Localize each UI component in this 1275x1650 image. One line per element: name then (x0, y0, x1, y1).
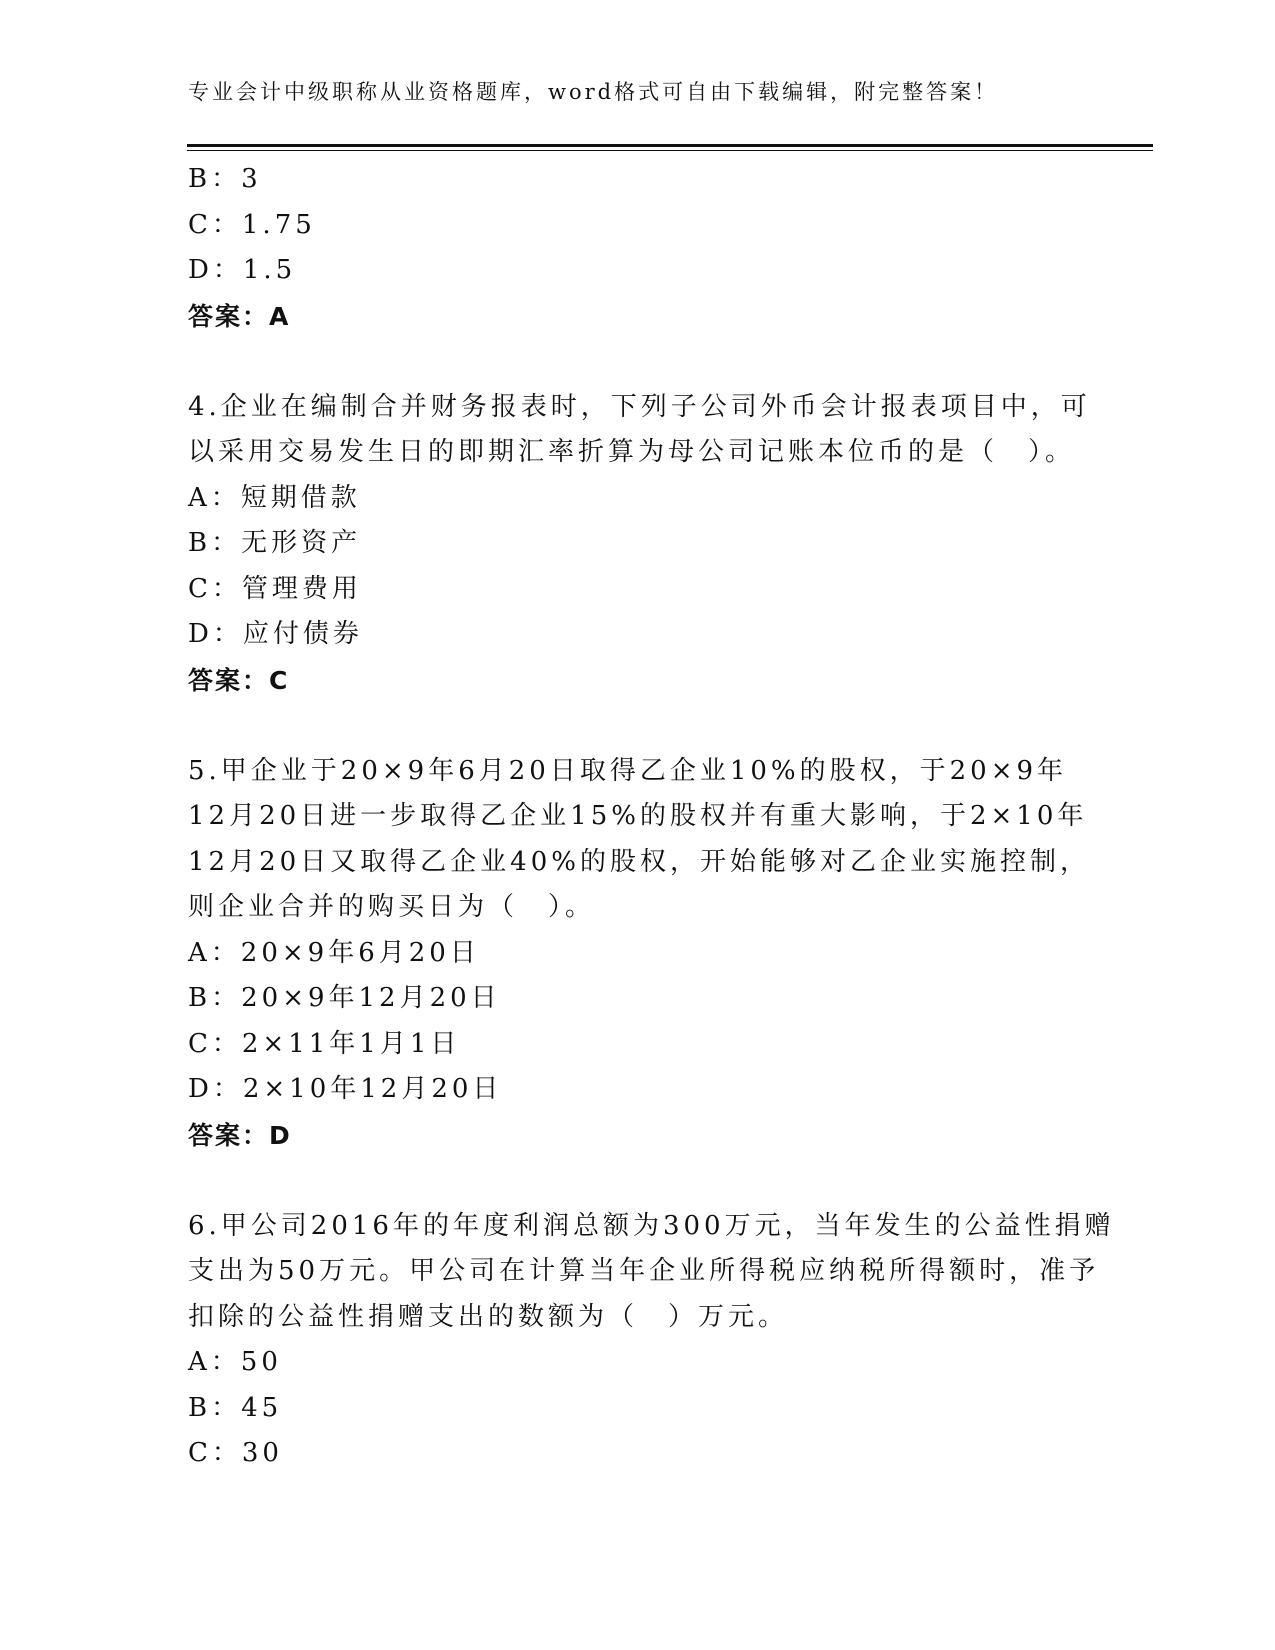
option-line: A：短期借款 (188, 482, 361, 513)
question-stem-line: 5.甲企业于20×9年6月20日取得乙企业10%的股权，于20×9年 (188, 755, 1068, 786)
option-line: C：管理费用 (188, 573, 362, 604)
option-line: B：无形资产 (188, 528, 362, 558)
option-line: C：30 (188, 1438, 283, 1468)
page-header: 专业会计中级职称从业资格题库，word格式可自由下载编辑，附完整答案！ (188, 80, 999, 104)
spacer (188, 1158, 1078, 1204)
option-line: D：应付债券 (188, 619, 363, 649)
answer-line: 答案：A (188, 301, 291, 331)
option-line: A：50 (188, 1347, 282, 1377)
question-stem-line: 12月20日又取得乙企业40%的股权，开始能够对乙企业实施控制， (188, 846, 1090, 877)
option-line: C：2×11年1月1日 (188, 1028, 461, 1059)
question-stem-line: 则企业合并的购买日为（ ）。 (188, 892, 596, 922)
option-line: D：1.5 (188, 255, 297, 285)
option-line: B：45 (188, 1392, 283, 1423)
option-line: B：3 (188, 164, 262, 194)
option-line: A：20×9年6月20日 (188, 937, 480, 968)
spacer (188, 339, 1078, 385)
header-rule-thin (187, 150, 1153, 151)
answer-line: 答案：D (188, 1120, 292, 1150)
answer-line: 答案：C (188, 665, 290, 695)
question-stem-line: 4.企业在编制合并财务报表时，下列子公司外币会计报表项目中，可 (188, 391, 1091, 422)
option-line: B：20×9年12月20日 (188, 983, 501, 1013)
option-line: C：1.75 (188, 209, 316, 240)
spacer (188, 703, 1078, 749)
question-stem-line: 6.甲公司2016年的年度利润总额为300万元，当年发生的公益性捐赠 (188, 1210, 1115, 1241)
header-rule-thick (187, 144, 1153, 147)
question-stem-line: 支出为50万元。甲公司在计算当年企业所得税应纳税所得额时，准予 (188, 1256, 1100, 1286)
question-stem-line: 扣除的公益性捐赠支出的数额为（ ）万元。 (188, 1301, 789, 1332)
question-stem-line: 以采用交易发生日的即期汇率折算为母公司记账本位币的是（ ）。 (188, 437, 1076, 467)
question-content (188, 157, 1115, 1477)
option-line: D：2×10年12月20日 (188, 1074, 503, 1104)
question-stem-line: 12月20日进一步取得乙企业15%的股权并有重大影响，于2×10年 (188, 801, 1088, 831)
